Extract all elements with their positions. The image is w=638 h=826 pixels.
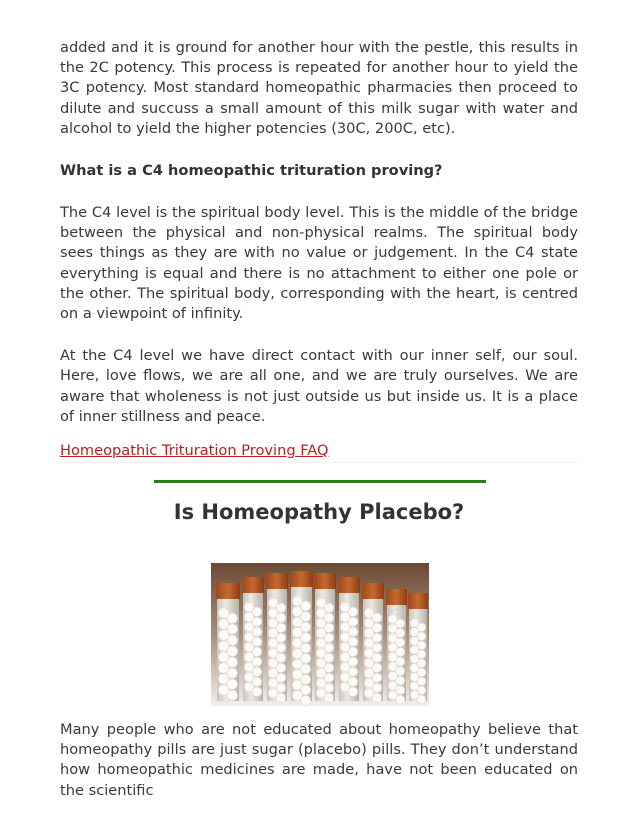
- section-title: Is Homeopathy Placebo?: [173, 500, 465, 524]
- section-divider: [154, 480, 486, 483]
- section-paragraph: Many people who are not educated about homeopathy believe that homeopathy pills are just sugar (placebo) pills. They don’t understand how homeopathic medicines are made, have not been educated on the scientific: [60, 721, 578, 799]
- question-heading: What is a C4 homeopathic trituration proving?: [60, 162, 443, 180]
- article-body: [60, 38, 578, 463]
- article-paragraph: The C4 level is the spiritual body level. This is the middle of the bridge between the physical and non-physical realms. The spiritual body sees things as they are with no value or judgement. In the C4 state everything is equal and there is no attachment to either one pole or the other. The spiritual body, corresponding with the heart, is centred on a viewpoint of infinity.: [60, 204, 578, 323]
- article-paragraph: added and it is ground for another hour with the pestle, this results in the 2C potency. This process is repeated for another hour to yield the 3C potency. Most standard homeopathic pharmacies then proceed to dilute and succuss a small amount of this milk sugar with water and alcohol to yield the higher potencies (30C, 200C, etc).: [60, 39, 578, 137]
- vials-illustration: [211, 563, 429, 706]
- article-paragraph: At the C4 level we have direct contact with our inner self, our soul. Here, love flows, we are all one, and we are truly ourselves. We are aware that wholeness is not just outside us but inside us. It is a place of inner stillness and peace.: [60, 347, 578, 425]
- faq-link[interactable]: Homeopathic Trituration Proving FAQ: [60, 441, 578, 463]
- homeopathy-vials-image: [211, 563, 429, 706]
- section-body: [60, 720, 578, 801]
